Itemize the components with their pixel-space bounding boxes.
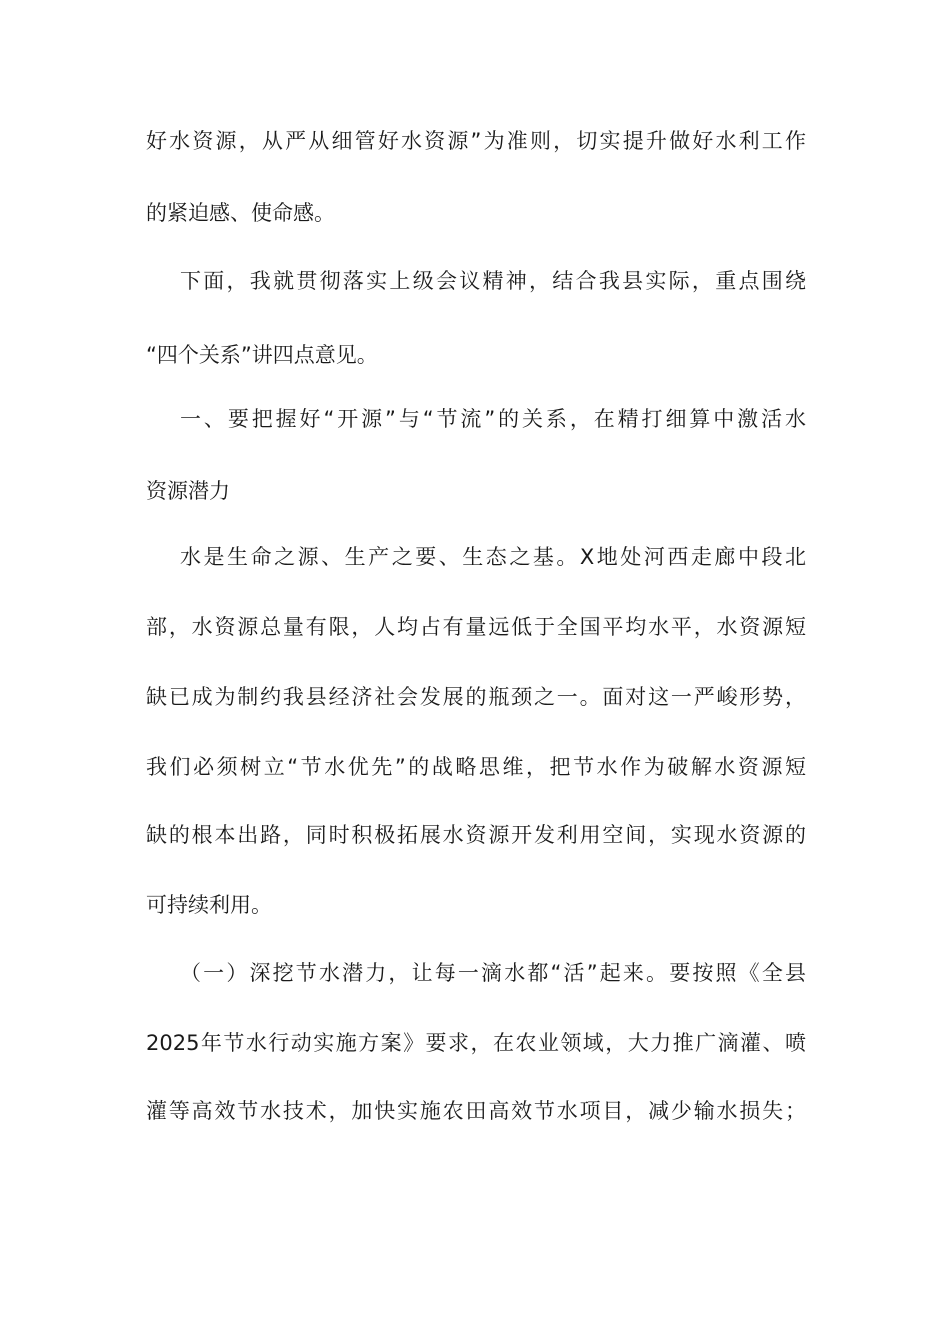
text-line: 可持续利用。	[146, 893, 272, 917]
text-line: 2025年节水行动实施方案》要求，在农业领域，大力推广滴灌、喷	[146, 1031, 806, 1055]
section-heading-line: 一、要把握好“开源”与“节流”的关系，在精打细算中激活水	[180, 407, 806, 431]
text-line: 水是生命之源、生产之要、生态之基。X地处河西走廊中段北	[180, 545, 806, 569]
section-heading-line: 资源潜力	[146, 479, 230, 503]
text-line: 灌等高效节水技术，加快实施农田高效节水项目，减少输水损失；	[146, 1099, 806, 1123]
subsection-line: （一）深挖节水潜力，让每一滴水都“活”起来。要按照《全县	[180, 961, 806, 985]
text-line: 好水资源，从严从细管好水资源”为准则，切实提升做好水利工作	[146, 129, 806, 153]
text-line: 下面，我就贯彻落实上级会议精神，结合我县实际，重点围绕	[180, 269, 806, 293]
text-line: 缺已成为制约我县经济社会发展的瓶颈之一。面对这一严峻形势，	[146, 685, 806, 709]
text-line: “四个关系”讲四点意见。	[146, 343, 378, 367]
text-line: 的紧迫感、使命感。	[146, 201, 335, 225]
text-line: 部，水资源总量有限，人均占有量远低于全国平均水平，水资源短	[146, 615, 806, 639]
text-line: 我们必须树立“节水优先”的战略思维，把节水作为破解水资源短	[146, 755, 806, 779]
text-line: 缺的根本出路，同时积极拓展水资源开发利用空间，实现水资源的	[146, 823, 806, 847]
